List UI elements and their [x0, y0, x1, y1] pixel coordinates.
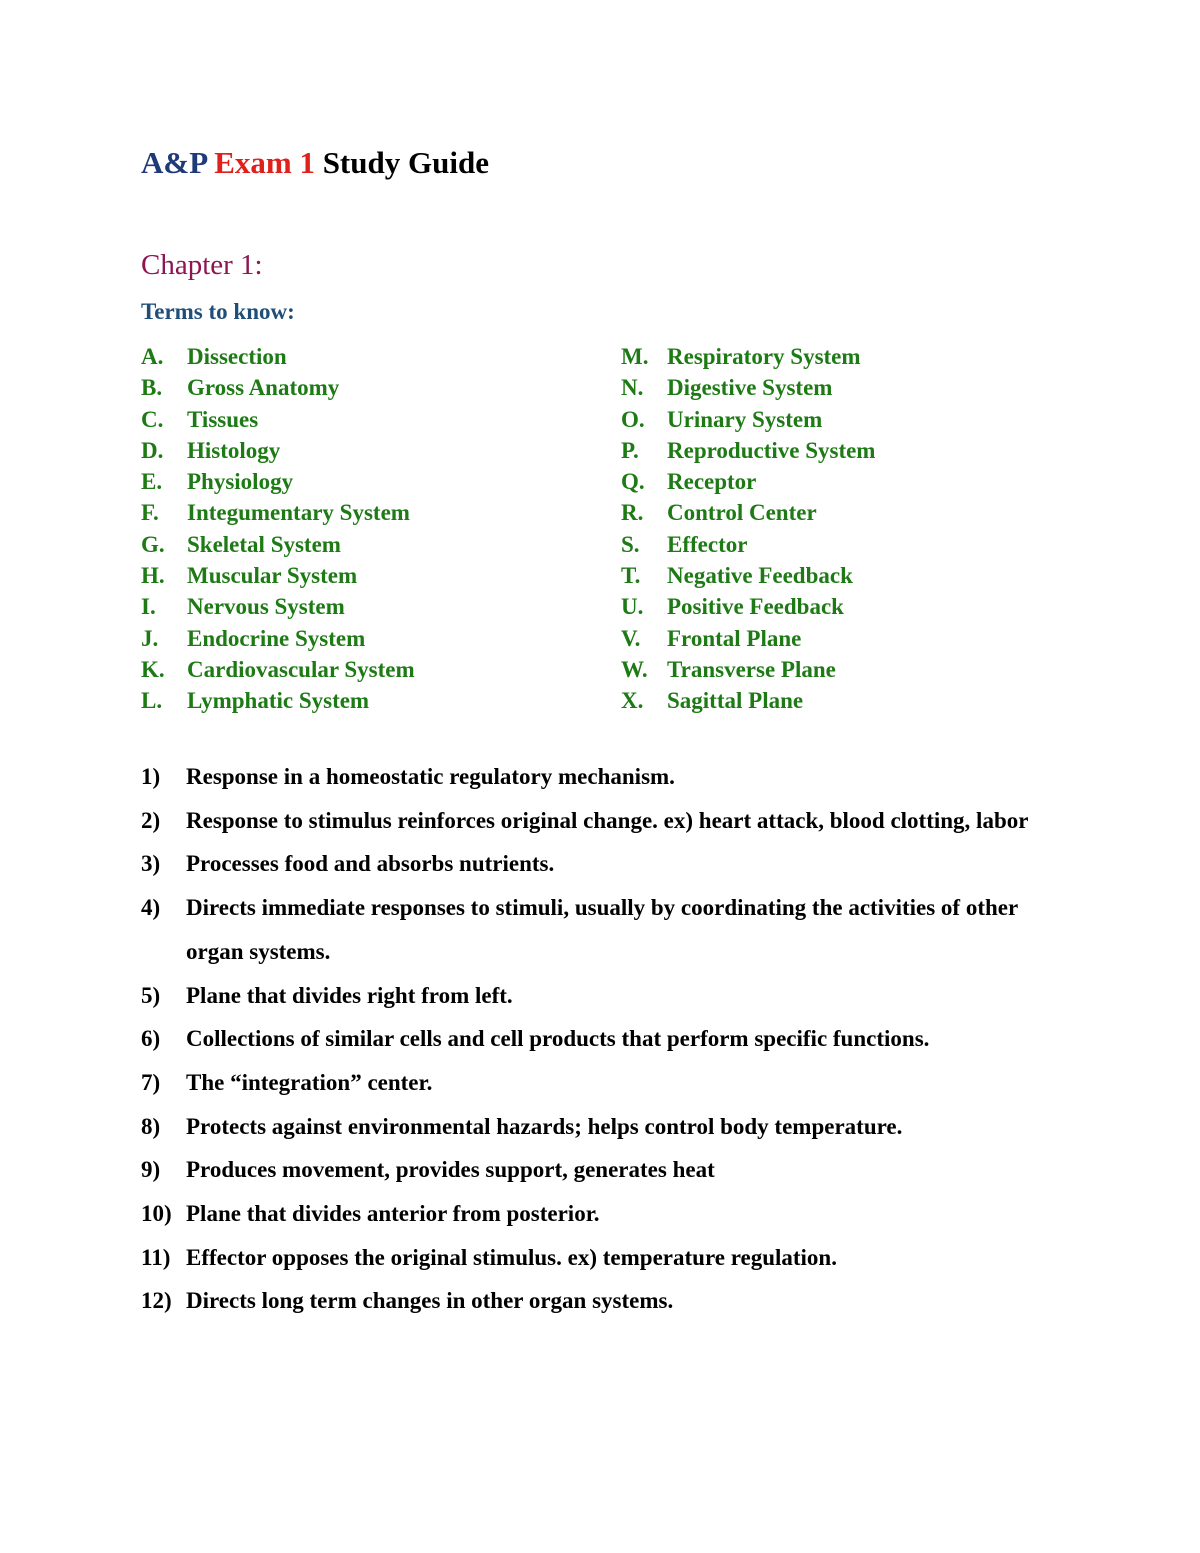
term-text: Reproductive System — [667, 437, 876, 463]
title-part-course: A&P — [141, 145, 207, 180]
question-number: 10) — [141, 1201, 172, 1227]
term-item — [621, 654, 875, 685]
term-item — [621, 685, 875, 716]
term-item — [141, 529, 415, 560]
term-text: Frontal Plane — [667, 625, 802, 651]
term-item — [621, 466, 875, 497]
term-text: Respiratory System — [667, 344, 861, 369]
question-number: 3) — [141, 851, 161, 877]
term-letter: S. — [621, 531, 640, 557]
term-letter: X. — [621, 688, 644, 714]
term-letter: M. — [621, 344, 649, 369]
question-text: Protects against environmental hazards; helps control body temperature. — [186, 1113, 903, 1139]
question-number: 9) — [141, 1157, 161, 1183]
chapter-heading: Chapter 1: — [141, 249, 263, 281]
question-number: 12) — [141, 1288, 172, 1314]
question-number: 7) — [141, 1069, 161, 1095]
term-letter: D. — [141, 437, 164, 463]
question-number: 1) — [141, 764, 161, 789]
question-item — [141, 799, 1061, 843]
term-text: Positive Feedback — [667, 594, 844, 620]
terms-heading: Terms to know: — [141, 299, 295, 324]
term-text: Gross Anatomy — [187, 375, 340, 401]
term-text: Histology — [187, 437, 281, 463]
term-letter: Q. — [621, 469, 645, 495]
term-text: Integumentary System — [187, 500, 410, 526]
question-item — [141, 1017, 1061, 1061]
term-letter: C. — [141, 406, 164, 432]
question-item — [141, 886, 1061, 973]
term-text: Digestive System — [667, 375, 833, 401]
term-letter: F. — [141, 500, 159, 526]
term-item — [621, 435, 875, 466]
questions-list — [141, 755, 1061, 1323]
question-item — [141, 1061, 1061, 1105]
term-letter: U. — [621, 594, 644, 620]
term-item — [141, 623, 415, 654]
term-letter: E. — [141, 469, 163, 495]
question-number: 11) — [141, 1244, 171, 1270]
question-number: 8) — [141, 1113, 161, 1139]
term-letter: V. — [621, 625, 641, 651]
terms-list-left — [141, 341, 415, 717]
question-text: Processes food and absorbs nutrients. — [186, 851, 555, 877]
question-text: The “integration” center. — [186, 1069, 433, 1095]
term-item — [621, 497, 875, 528]
title-part-guide: Study Guide — [322, 145, 489, 180]
term-letter: N. — [621, 375, 644, 401]
term-letter: T. — [621, 563, 641, 589]
term-letter: G. — [141, 531, 165, 557]
term-text: Negative Feedback — [667, 563, 853, 589]
question-item — [141, 974, 1061, 1018]
term-letter: K. — [141, 656, 165, 682]
term-item — [141, 404, 415, 435]
term-letter: R. — [621, 500, 644, 526]
term-letter: B. — [141, 375, 163, 401]
term-text: Transverse Plane — [667, 656, 836, 682]
question-number: 5) — [141, 982, 161, 1008]
term-item — [141, 685, 415, 716]
question-item — [141, 1236, 1061, 1280]
term-item — [621, 529, 875, 560]
question-item — [141, 842, 1061, 886]
question-text: Plane that divides right from left. — [186, 982, 513, 1008]
term-text: Urinary System — [667, 406, 823, 432]
term-item — [621, 341, 875, 372]
term-text: Lymphatic System — [187, 688, 370, 714]
term-text: Tissues — [187, 406, 259, 432]
term-item — [141, 341, 415, 372]
term-text: Dissection — [187, 344, 287, 369]
term-item — [621, 623, 875, 654]
term-text: Sagittal Plane — [667, 688, 804, 714]
question-item — [141, 755, 1061, 799]
term-item — [141, 466, 415, 497]
term-item — [621, 560, 875, 591]
question-text: Response to stimulus reinforces original change. ex) heart attack, blood clotting, labor — [186, 807, 1029, 833]
question-item — [141, 1279, 1061, 1323]
page-title — [141, 143, 489, 183]
term-item — [141, 372, 415, 403]
term-item — [141, 497, 415, 528]
term-item — [621, 591, 875, 622]
question-text: Directs immediate responses to stimuli, usually by coordinating the activities of other organ systems. — [186, 895, 1018, 964]
term-item — [141, 435, 415, 466]
term-text: Control Center — [667, 500, 817, 526]
question-item — [141, 1192, 1061, 1236]
title-part-exam: Exam 1 — [214, 145, 315, 180]
term-letter: I. — [141, 594, 156, 620]
term-text: Muscular System — [187, 563, 358, 589]
term-text: Physiology — [187, 469, 294, 495]
question-text: Response in a homeostatic regulatory mechanism. — [186, 764, 675, 789]
question-number: 4) — [141, 895, 161, 921]
question-text: Produces movement, provides support, generates heat — [186, 1157, 715, 1183]
term-text: Effector — [667, 531, 748, 557]
term-item — [621, 372, 875, 403]
term-text: Nervous System — [187, 594, 345, 620]
term-letter: H. — [141, 563, 165, 589]
term-text: Cardiovascular System — [187, 656, 415, 682]
question-text: Plane that divides anterior from posterior. — [186, 1201, 600, 1227]
term-item — [621, 404, 875, 435]
term-text: Endocrine System — [187, 625, 366, 651]
term-item — [141, 560, 415, 591]
term-letter: A. — [141, 344, 164, 369]
term-text: Receptor — [667, 469, 757, 495]
term-letter: P. — [621, 437, 639, 463]
question-text: Directs long term changes in other organ systems. — [186, 1288, 674, 1314]
question-text: Effector opposes the original stimulus. ex) temperature regulation. — [186, 1244, 837, 1270]
question-item — [141, 1105, 1061, 1149]
question-item — [141, 1148, 1061, 1192]
question-text: Collections of similar cells and cell products that perform specific functions. — [186, 1026, 930, 1052]
term-letter: L. — [141, 688, 163, 714]
term-item — [141, 654, 415, 685]
term-letter: O. — [621, 406, 645, 432]
term-text: Skeletal System — [187, 531, 341, 557]
terms-list-right — [621, 341, 875, 717]
question-number: 2) — [141, 807, 161, 833]
term-letter: J. — [141, 625, 159, 651]
term-letter: W. — [621, 656, 648, 682]
question-number: 6) — [141, 1026, 161, 1052]
term-item — [141, 591, 415, 622]
